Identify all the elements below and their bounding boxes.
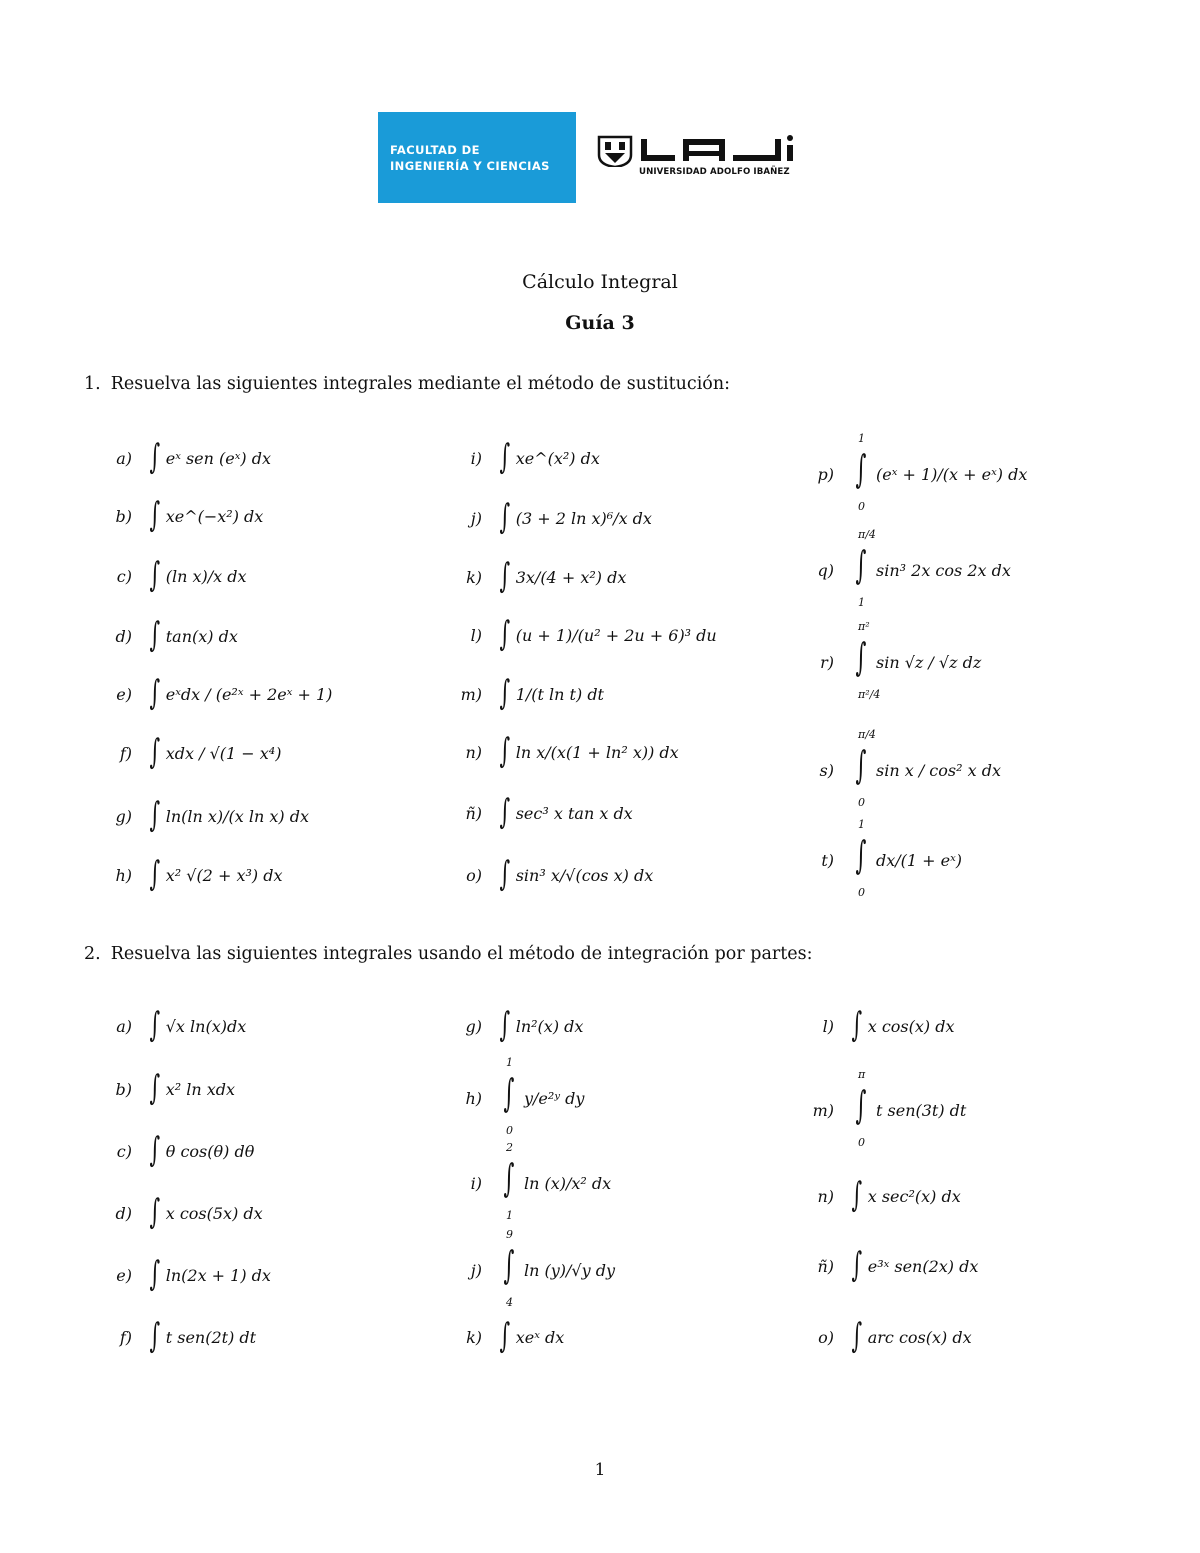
item-expression: t sen(2t) dt xyxy=(165,1327,257,1347)
item-label: j) xyxy=(470,1260,482,1280)
definite-integral-icon: 2 ∫ 1 xyxy=(503,1141,515,1222)
s1-item-e xyxy=(96,666,332,722)
lower-limit: 1 xyxy=(506,1209,513,1222)
item-label: r) xyxy=(820,652,834,672)
university-name: UNIVERSIDAD ADOLFO IBAÑEZ xyxy=(639,167,790,177)
s2-item-k xyxy=(446,1309,564,1365)
s2-item-e xyxy=(96,1247,271,1303)
item-label: n) xyxy=(465,742,482,762)
upper-limit: 1 xyxy=(858,432,865,445)
uai-emblem-icon xyxy=(597,133,802,167)
faculty-logo xyxy=(378,112,576,203)
item-expression: x cos(x) dx xyxy=(867,1016,955,1036)
item-expression: t sen(3t) dt xyxy=(876,1100,967,1120)
item-label: m) xyxy=(812,1100,834,1120)
page-title: Cálculo Integral xyxy=(522,271,678,293)
s1-item-g xyxy=(96,788,309,844)
integral-sign-icon: ∫ xyxy=(499,437,511,477)
integral-sign-icon: ∫ xyxy=(499,556,511,596)
integral-sign-icon: ∫ xyxy=(499,497,511,537)
item-expression: sin x / cos² x dx xyxy=(876,760,1001,780)
integral-sign-icon: ∫ xyxy=(851,1316,863,1356)
item-label: e) xyxy=(116,684,132,704)
page-subtitle: Guía 3 xyxy=(565,312,635,334)
item-expression: e³ˣ sen(2x) dx xyxy=(867,1256,979,1276)
item-label: i) xyxy=(470,448,482,468)
item-expression: xdx / √(1 − x⁴) xyxy=(165,743,282,763)
integral-sign-icon: ∫ xyxy=(499,854,511,894)
item-expression: (u + 1)/(u² + 2u + 6)³ du xyxy=(515,625,717,645)
s2-item-o xyxy=(798,1309,972,1365)
item-label: m) xyxy=(460,684,482,704)
s2-item-m xyxy=(798,1068,967,1149)
s1-item-i xyxy=(446,430,600,486)
integral-sign-icon: ∫ xyxy=(499,673,511,713)
upper-limit: 1 xyxy=(506,1056,513,1069)
upper-limit: 1 xyxy=(858,818,865,831)
item-label: f) xyxy=(119,1327,132,1347)
integral-sign-icon: ∫ xyxy=(149,732,161,772)
item-expression: 3x/(4 + x²) dx xyxy=(515,567,627,587)
s1-item-a xyxy=(96,430,271,486)
item-expression: ln (x)/x² dx xyxy=(524,1173,612,1193)
item-expression: x² √(2 + x³) dx xyxy=(165,865,283,885)
item-label: f) xyxy=(119,743,132,763)
integral-sign-icon: ∫ xyxy=(149,1130,161,1170)
item-label: t) xyxy=(821,850,834,870)
s1-item-q xyxy=(798,528,1011,609)
item-expression: tan(x) dx xyxy=(165,626,238,646)
item-expression: ln (y)/√y dy xyxy=(524,1260,616,1280)
item-expression: sin³ 2x cos 2x dx xyxy=(876,560,1011,580)
integral-sign-icon: ∫ xyxy=(149,795,161,835)
definite-integral-icon: π/4 ∫ 0 xyxy=(855,728,876,809)
definite-integral-icon: π ∫ 0 xyxy=(855,1068,867,1149)
s2-item-j xyxy=(446,1228,616,1309)
s2-item-c xyxy=(96,1123,254,1179)
section1-heading xyxy=(84,374,730,394)
item-label: b) xyxy=(115,1079,132,1099)
item-expression: x² ln xdx xyxy=(165,1079,236,1099)
faculty-logo-line1: FACULTAD DE xyxy=(390,143,480,157)
item-expression: θ cos(θ) dθ xyxy=(165,1141,255,1161)
integral-sign-icon: ∫ xyxy=(149,1316,161,1356)
item-label: i) xyxy=(470,1173,482,1193)
s2-item-f xyxy=(96,1309,256,1365)
integral-sign-icon: ∫ xyxy=(851,1005,863,1045)
integral-sign-icon: ∫ xyxy=(149,437,161,477)
integral-sign-icon: ∫ xyxy=(149,555,161,595)
item-expression: √x ln(x)dx xyxy=(165,1016,247,1036)
s1-item-p xyxy=(798,432,1028,513)
item-expression: x sec²(x) dx xyxy=(867,1186,961,1206)
lower-limit: 0 xyxy=(506,1124,513,1137)
integral-sign-icon: ∫ xyxy=(851,1245,863,1285)
item-expression: x cos(5x) dx xyxy=(165,1203,263,1223)
item-expression: ln x/(x(1 + ln² x)) dx xyxy=(515,742,679,762)
s1-item-k xyxy=(446,549,626,605)
integral-sign-icon: ∫ xyxy=(149,1192,161,1232)
item-expression: eˣ sen (eˣ) dx xyxy=(165,448,272,468)
item-expression: (ln x)/x dx xyxy=(165,566,247,586)
s2-item-i xyxy=(446,1141,612,1222)
s1-item-d xyxy=(96,608,238,664)
s1-item-l xyxy=(446,607,717,663)
lower-limit: 4 xyxy=(506,1296,513,1309)
item-expression: (eˣ + 1)/(x + eˣ) dx xyxy=(876,464,1028,484)
item-expression: arc cos(x) dx xyxy=(867,1327,972,1347)
university-logo xyxy=(597,133,802,183)
section2-heading xyxy=(84,944,813,964)
definite-integral-icon: 9 ∫ 4 xyxy=(503,1228,515,1309)
upper-limit: π/4 xyxy=(858,528,876,541)
item-expression: ln(ln x)/(x ln x) dx xyxy=(165,806,310,826)
s1-item-r xyxy=(798,620,982,701)
item-expression: ln(2x + 1) dx xyxy=(165,1265,271,1285)
definite-integral-icon: π² ∫ π²/4 xyxy=(855,620,881,701)
integral-sign-icon: ∫ xyxy=(499,792,511,832)
item-expression: 1/(t ln t) dt xyxy=(515,684,604,704)
item-label: h) xyxy=(115,865,132,885)
s1-item-o xyxy=(446,847,653,903)
section2-number: 2. xyxy=(84,944,101,964)
integral-sign-icon: ∫ xyxy=(499,1005,511,1045)
section1-text: Resuelva las siguientes integrales mediante el método de sustitución: xyxy=(110,374,730,394)
lower-limit: 0 xyxy=(858,886,865,899)
s2-item-d xyxy=(96,1185,263,1241)
item-label: n) xyxy=(817,1186,834,1206)
item-label: g) xyxy=(465,1016,482,1036)
item-label: o) xyxy=(466,865,482,885)
s2-item-n-tilde xyxy=(798,1238,978,1294)
item-label: a) xyxy=(116,1016,132,1036)
item-expression: xe^(x²) dx xyxy=(515,448,600,468)
s2-item-n xyxy=(798,1168,961,1224)
item-expression: xe^(−x²) dx xyxy=(165,506,264,526)
definite-integral-icon: π/4 ∫ 1 xyxy=(855,528,876,609)
integral-sign-icon: ∫ xyxy=(149,854,161,894)
item-expression: xeˣ dx xyxy=(515,1327,565,1347)
item-expression: eˣdx / (e²ˣ + 2eˣ + 1) xyxy=(165,684,333,704)
integral-sign-icon: ∫ xyxy=(499,731,511,771)
integral-sign-icon: ∫ xyxy=(149,495,161,535)
s1-item-t xyxy=(798,818,963,899)
s2-item-g xyxy=(446,998,583,1054)
upper-limit: π/4 xyxy=(858,728,876,741)
item-label: k) xyxy=(466,567,482,587)
item-label: h) xyxy=(465,1088,482,1108)
item-label: p) xyxy=(817,464,834,484)
item-label: l) xyxy=(822,1016,834,1036)
definite-integral-icon: 1 ∫ 0 xyxy=(855,818,867,899)
integral-sign-icon: ∫ xyxy=(149,615,161,655)
s1-item-f xyxy=(96,725,281,781)
integral-sign-icon: ∫ xyxy=(851,1175,863,1215)
lower-limit: 0 xyxy=(858,796,865,809)
upper-limit: 9 xyxy=(506,1228,513,1241)
item-expression: sin³ x/√(cos x) dx xyxy=(515,865,654,885)
faculty-logo-line2: INGENIERÍA Y CIENCIAS xyxy=(390,159,550,173)
lower-limit: 0 xyxy=(858,500,865,513)
upper-limit: π² xyxy=(858,620,870,633)
s1-item-c xyxy=(96,548,247,604)
upper-limit: π xyxy=(858,1068,866,1081)
s1-item-s xyxy=(798,728,1001,809)
item-label: c) xyxy=(116,566,132,586)
lower-limit: 0 xyxy=(858,1136,865,1149)
s1-item-b xyxy=(96,488,263,544)
definite-integral-icon: 1 ∫ 0 xyxy=(855,432,867,513)
integral-sign-icon: ∫ xyxy=(149,1254,161,1294)
s2-item-a xyxy=(96,998,246,1054)
item-label: q) xyxy=(817,560,834,580)
item-label: b) xyxy=(115,506,132,526)
item-label: ñ) xyxy=(465,803,482,823)
item-label: g) xyxy=(115,806,132,826)
item-label: o) xyxy=(818,1327,834,1347)
item-label: a) xyxy=(116,448,132,468)
integral-sign-icon: ∫ xyxy=(499,614,511,654)
item-label: k) xyxy=(466,1327,482,1347)
section2-text: Resuelva las siguientes integrales usando el método de integración por partes: xyxy=(110,944,813,964)
item-label: s) xyxy=(819,760,834,780)
item-expression: sec³ x tan x dx xyxy=(515,803,633,823)
s1-item-h xyxy=(96,847,282,903)
s1-item-n xyxy=(446,724,679,780)
integral-sign-icon: ∫ xyxy=(149,1068,161,1108)
lower-limit: 1 xyxy=(858,596,865,609)
section1-number: 1. xyxy=(84,374,101,394)
s2-item-l xyxy=(798,998,955,1054)
item-label: e) xyxy=(116,1265,132,1285)
item-expression: (3 + 2 ln x)⁶/x dx xyxy=(515,508,652,528)
item-expression: ln²(x) dx xyxy=(515,1016,584,1036)
integral-sign-icon: ∫ xyxy=(149,673,161,713)
s2-item-b xyxy=(96,1061,235,1117)
item-label: d) xyxy=(115,626,132,646)
item-expression: dx/(1 + eˣ) xyxy=(876,850,963,870)
upper-limit: 2 xyxy=(506,1141,513,1154)
lower-limit: π²/4 xyxy=(858,688,881,701)
page-number: 1 xyxy=(594,1460,606,1480)
item-label: d) xyxy=(115,1203,132,1223)
s1-item-m xyxy=(446,666,604,722)
integral-sign-icon: ∫ xyxy=(499,1316,511,1356)
item-label: ñ) xyxy=(817,1256,834,1276)
s1-item-n-tilde xyxy=(446,785,633,841)
item-expression: sin √z / √z dz xyxy=(876,652,982,672)
item-label: l) xyxy=(470,625,482,645)
item-label: j) xyxy=(470,508,482,528)
integral-sign-icon: ∫ xyxy=(149,1005,161,1045)
s2-item-h xyxy=(446,1056,585,1137)
item-expression: y/e²ʸ dy xyxy=(524,1088,585,1108)
s1-item-j xyxy=(446,490,652,546)
item-label: c) xyxy=(116,1141,132,1161)
definite-integral-icon: 1 ∫ 0 xyxy=(503,1056,515,1137)
